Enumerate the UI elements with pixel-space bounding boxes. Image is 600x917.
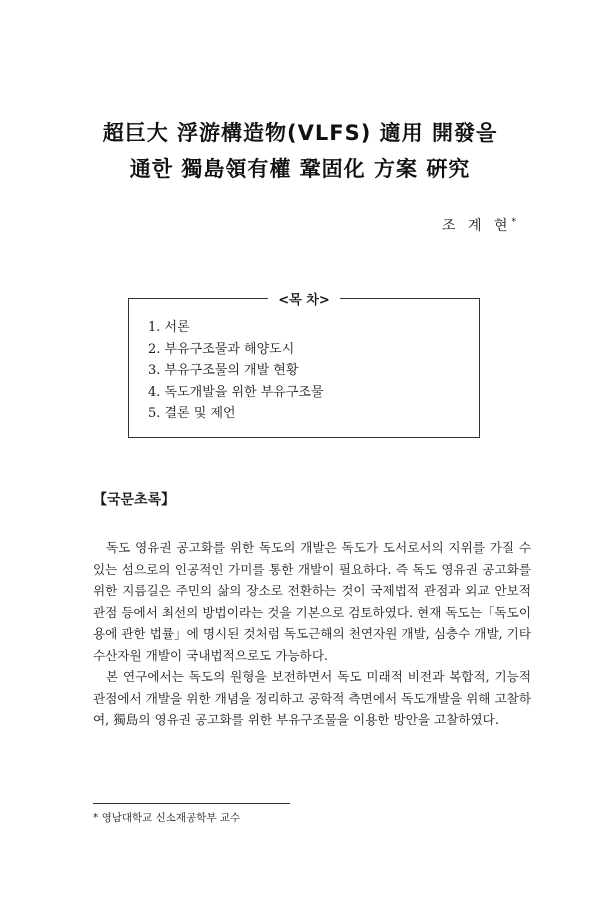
footnote: * 영남대학교 신소재공학부 교수 [93, 812, 241, 824]
table-of-contents [128, 293, 480, 438]
abstract-paragraph: 본 연구에서는 독도의 원형을 보전하면서 독도 미래적 비전과 복합적, 기능적 관점에서 개발을 위한 개념을 정리하고 공학적 측면에서 독도개발을 위해 고찰하여, 獨島의 영유권 공고화를 위한 부유구조물을 이용한 방안을 고찰하였다. [93, 669, 531, 727]
author [442, 215, 516, 235]
author-name: 조 계 현 [442, 218, 512, 234]
toc-item: 1. 서론 [148, 320, 190, 335]
toc-list [148, 317, 324, 425]
toc-title: <목 차> [268, 293, 339, 308]
abstract-paragraph: 독도 영유권 공고화를 위한 독도의 개발은 독도가 도서로서의 지위를 가질 수 있는 섬으로의 인공적인 가미를 통한 개발이 필요하다. 즉 독도 영유권 공고화를 위한 지름길은 주민의 삶의 장소로 전환하는 것이 국제법적 관점과 외교 안보적 관점 등에서 최선의 방법이라는 것을 기본으로 검토하였다. 현재 독도는「독도이용에 관한 법률」에 명시된 것처럼 독도근해의 천연자원 개발, 심층수 개발, 기타 수산자원 개발이 국내법적으로도 가능하다. [93, 540, 531, 663]
author-footnote-marker: * [511, 217, 516, 228]
toc-item: 2. 부유구조물과 해양도시 [148, 341, 295, 357]
paper-title-line-1: 超巨大 浮游構造物(VLFS) 適用 開發을 [102, 121, 498, 145]
toc-item: 4. 독도개발을 위한 부유구조물 [148, 384, 324, 400]
footnote-divider [93, 803, 290, 804]
abstract-heading: 【국문초록】 [93, 492, 176, 508]
toc-item: 3. 부유구조물의 개발 현황 [148, 363, 299, 378]
abstract-body [93, 537, 531, 731]
toc-item: 5. 결론 및 제언 [148, 406, 236, 421]
paper-title-line-2: 通한 獨島領有權 鞏固化 方案 硏究 [129, 157, 471, 181]
